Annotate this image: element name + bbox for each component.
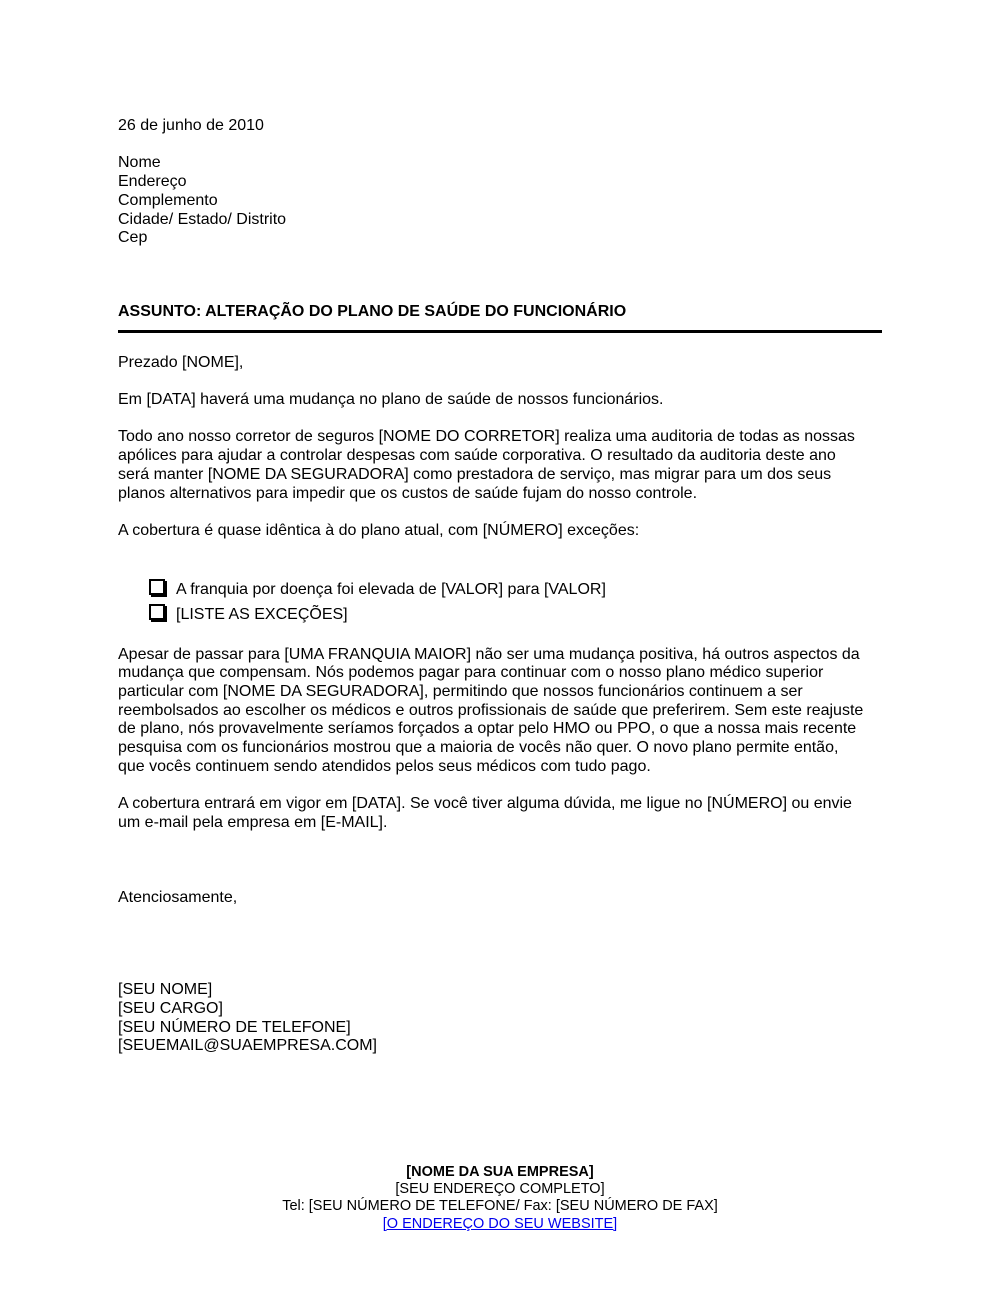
paragraph-5 [118, 795, 882, 832]
subject-divider [118, 330, 882, 333]
sender-name: [SEU NOME] [118, 981, 213, 999]
footer-contact: Tel: [SEU NÚMERO DE TELEFONE/ Fax: [SEU NÚMERO DE FAX] [282, 1198, 718, 1215]
company-footer [0, 1164, 1000, 1233]
sender-title: [SEU CARGO] [118, 1000, 223, 1018]
sender-phone: [SEU NÚMERO DE TELEFONE] [118, 1018, 351, 1036]
paragraph-line: será manter [NOME DA SEGURADORA] como prestadora de serviço, mas migrar para um dos seus [118, 465, 832, 483]
list-item [149, 603, 882, 628]
exceptions-list [118, 578, 882, 628]
letter-body [118, 117, 882, 1056]
paragraph-line: reembolsados ao escolher os médicos e outros profissionais de saúde que preferirem. Sem este reajuste [118, 701, 864, 719]
recipient-zip: Cep [118, 229, 148, 247]
footer-website-link[interactable]: [O ENDEREÇO DO SEU WEBSITE] [382, 1215, 618, 1232]
paragraph-2 [118, 428, 882, 503]
subject-line: ASSUNTO: ALTERAÇÃO DO PLANO DE SAÚDE DO FUNCIONÁRIO [118, 302, 627, 320]
recipient-complement: Complemento [118, 191, 218, 209]
list-item [149, 578, 882, 603]
paragraph-line: que vocês continuem sendo atendidos pelos seus médicos com tudo pago. [118, 757, 651, 775]
paragraph-line: A cobertura entrará em vigor em [DATA]. Se você tiver alguma dúvida, me ligue no [NÚMERO] ou envie [118, 795, 852, 813]
paragraph-line: de plano, nós provavelmente seríamos forçados a optar pelo HMO ou PPO, o que a nossa mais recente [118, 720, 857, 738]
paragraph-4 [118, 646, 882, 777]
paragraph-line: Todo ano nosso corretor de seguros [NOME DO CORRETOR] realiza uma auditoria de todas as nossas [118, 428, 855, 446]
paragraph-line: pesquisa com os funcionários mostrou que a maioria de vocês não quer. O novo plano permite então, [118, 739, 839, 757]
recipient-name: Nome [118, 154, 161, 172]
paragraph-line: particular com [NOME DA SEGURADORA], permitindo que nossos funcionários continuem a ser [118, 683, 803, 700]
paragraph-3: A cobertura é quase idêntica à do plano atual, com [NÚMERO] exceções: [118, 521, 640, 539]
list-item-text: [LISTE AS EXCEÇÕES] [176, 606, 348, 624]
letter-date: 26 de junho de 2010 [118, 117, 264, 134]
recipient-block [118, 154, 882, 248]
list-item-text: A franquia por doença foi elevada de [VALOR] para [VALOR] [176, 581, 606, 599]
salutation: Prezado [NOME], [118, 353, 244, 371]
closing: Atenciosamente, [118, 888, 238, 906]
footer-address: [SEU ENDEREÇO COMPLETO] [395, 1181, 605, 1198]
footer-company-name: [NOME DA SUA EMPRESA] [406, 1164, 594, 1180]
recipient-address: Endereço [118, 173, 187, 191]
checkbox-bullet-icon [149, 604, 165, 620]
paragraph-line: apólices para ajudar a controlar despesas com saúde corporativa. O resultado da auditoria deste ano [118, 447, 836, 465]
paragraph-line: um e-mail pela empresa em [E-MAIL]. [118, 813, 388, 831]
paragraph-line: Apesar de passar para [UMA FRANQUIA MAIOR] não ser uma mudança positiva, há outros aspectos da [118, 645, 860, 663]
sender-email: [SEUEMAIL@SUAEMPRESA.COM] [118, 1037, 377, 1055]
paragraph-1: Em [DATA] haverá uma mudança no plano de saúde de nossos funcionários. [118, 391, 664, 408]
paragraph-line: planos alternativos para impedir que os custos de saúde fujam do nosso controle. [118, 484, 698, 502]
paragraph-line: mudança que compensam. Nós podemos pagar para continuar com o nosso plano médico superior [118, 664, 824, 682]
recipient-city: Cidade/ Estado/ Distrito [118, 210, 287, 228]
checkbox-bullet-icon [149, 579, 165, 595]
signature-block [118, 981, 882, 1056]
